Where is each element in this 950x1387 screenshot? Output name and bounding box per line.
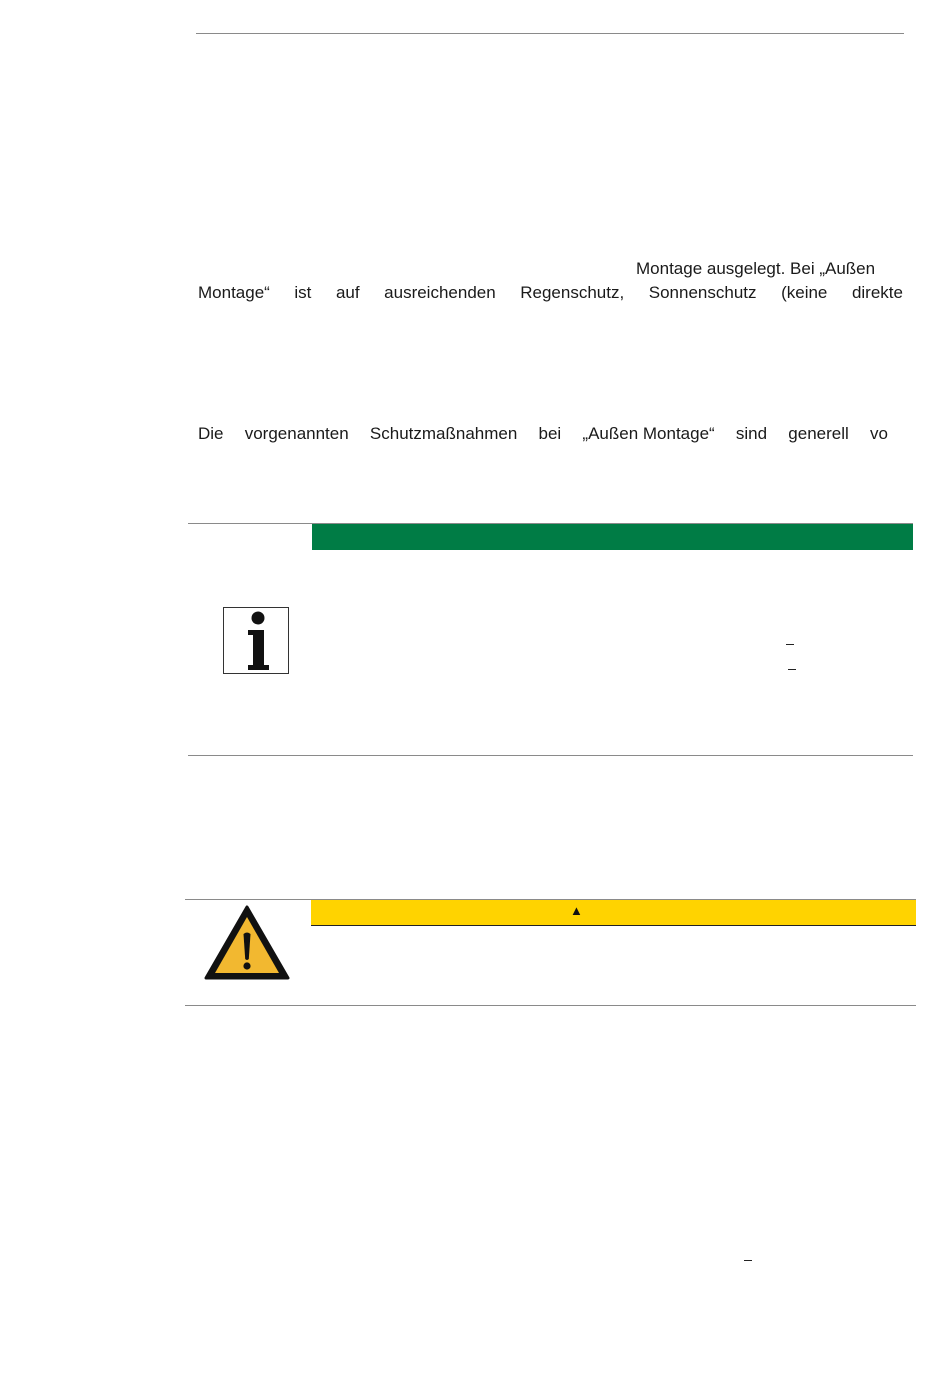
notice-header-bar bbox=[312, 524, 913, 550]
warning-triangle-icon bbox=[203, 904, 291, 981]
word: auf bbox=[335, 283, 360, 302]
dash-mark bbox=[788, 669, 796, 670]
word: Regenschutz, bbox=[520, 283, 625, 302]
dash-mark bbox=[786, 644, 794, 645]
warning-header-bar bbox=[311, 900, 916, 925]
info-icon bbox=[223, 607, 289, 674]
dash-mark bbox=[744, 1260, 752, 1261]
text-line-3 bbox=[198, 424, 888, 444]
text-line-2 bbox=[198, 283, 903, 303]
word: „Außen Montage“ bbox=[582, 424, 715, 443]
word: bei bbox=[538, 424, 562, 443]
word: direkte bbox=[851, 283, 903, 302]
notice-bottom-rule bbox=[188, 755, 913, 756]
info-icon-graphic bbox=[224, 608, 288, 673]
word: vo bbox=[870, 424, 888, 443]
warning-bottom-rule bbox=[185, 1005, 916, 1006]
word: Montage“ bbox=[198, 283, 270, 302]
word: (keine bbox=[781, 283, 828, 302]
word: Schutzmaßnahmen bbox=[369, 424, 518, 443]
word: Die bbox=[198, 424, 224, 443]
text-line-1: Montage ausgelegt. Bei „Außen bbox=[636, 259, 876, 278]
warning-header-underline bbox=[311, 925, 916, 926]
word: ausreichenden bbox=[384, 283, 496, 302]
warning-header-icon: ▲ bbox=[570, 903, 583, 918]
word: vorgenannten bbox=[244, 424, 349, 443]
header-rule bbox=[196, 33, 904, 34]
word: generell bbox=[788, 424, 849, 443]
warning-triangle-graphic bbox=[203, 904, 291, 981]
word: ist bbox=[294, 283, 312, 302]
word: sind bbox=[735, 424, 768, 443]
word: Sonnenschutz bbox=[648, 283, 757, 302]
